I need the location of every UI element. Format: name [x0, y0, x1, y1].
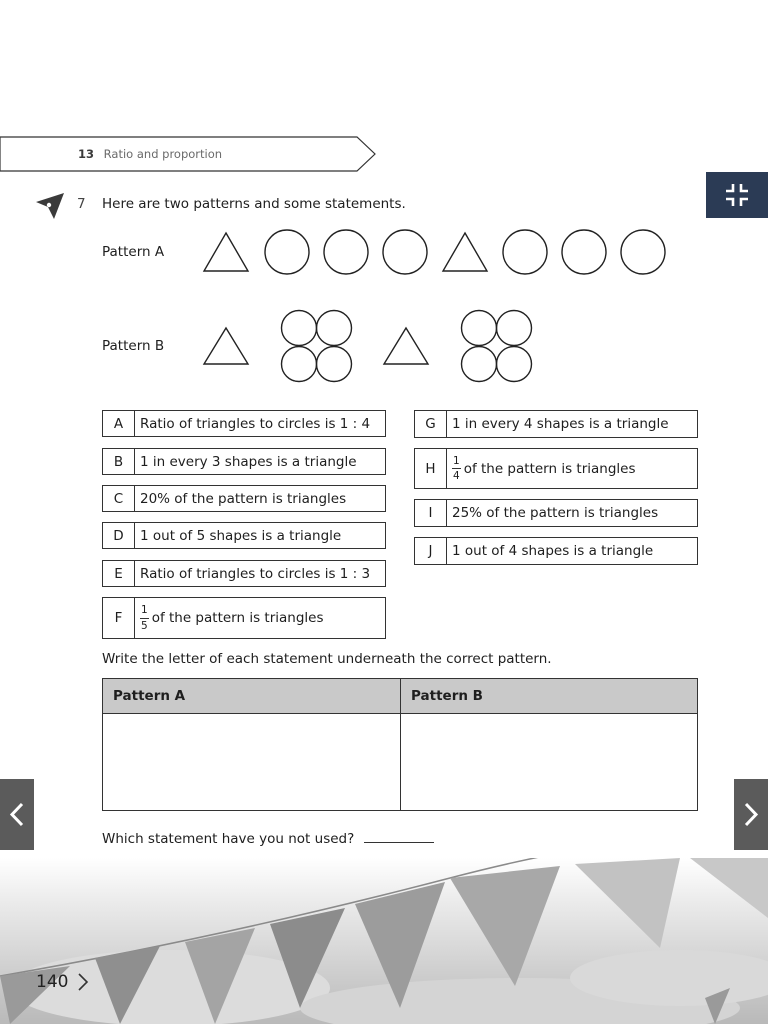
circle-shape — [621, 230, 665, 274]
answer-blank-line[interactable] — [364, 842, 434, 843]
fraction — [452, 456, 461, 482]
circle-shape — [462, 311, 497, 346]
statement-text: 1 out of 4 shapes is a triangle — [452, 543, 654, 559]
statement-b — [102, 448, 386, 475]
exit-fullscreen-icon — [724, 182, 750, 208]
previous-page-button[interactable] — [0, 779, 34, 850]
chapter-banner — [0, 136, 380, 172]
circle-shape — [265, 230, 309, 274]
statement-text: of the pattern is triangles — [463, 460, 636, 477]
fraction-numerator: 1 — [140, 605, 149, 619]
statement-letter: I — [415, 500, 447, 526]
fraction-denominator: 4 — [453, 470, 460, 482]
statement-d — [102, 522, 386, 549]
triangle-shape — [204, 328, 248, 364]
statement-letter: F — [103, 598, 135, 638]
unused-statement-question: Which statement have you not used? — [102, 831, 355, 847]
pattern-b-shapes — [200, 308, 540, 388]
circle-shape — [282, 347, 317, 382]
chevron-left-icon — [9, 802, 25, 827]
statement-text: Ratio of triangles to circles is 1 : 4 — [140, 415, 371, 432]
circle-shape — [497, 311, 532, 346]
triangle-shape — [204, 233, 248, 271]
statement-letter: C — [103, 486, 135, 511]
pattern-b-label: Pattern B — [102, 338, 165, 354]
statement-letter: D — [103, 523, 135, 548]
circle-shape — [317, 347, 352, 382]
statement-c — [102, 485, 386, 512]
pen-nib-icon — [34, 191, 66, 225]
chevron-right-icon — [743, 802, 759, 827]
statement-letter: E — [103, 561, 135, 586]
fraction-denominator: 5 — [141, 619, 148, 632]
statement-letter: B — [103, 449, 135, 474]
question-number: 7 — [77, 196, 86, 212]
answer-cell-pattern-b[interactable] — [402, 714, 697, 810]
statement-j — [414, 537, 698, 565]
statement-g — [414, 410, 698, 438]
chevron-right-icon[interactable] — [76, 972, 90, 996]
statement-e — [102, 560, 386, 587]
answer-header-pattern-a: Pattern A — [113, 688, 186, 704]
statement-letter: A — [103, 411, 135, 436]
triangle-shape — [443, 233, 487, 271]
statement-h — [414, 448, 698, 489]
circle-shape — [497, 347, 532, 382]
answer-header-pattern-b: Pattern B — [411, 688, 483, 704]
bunting-background-image — [0, 858, 768, 1024]
statement-text: of the pattern is triangles — [151, 610, 324, 626]
pattern-a-shapes — [200, 228, 670, 282]
exit-fullscreen-button[interactable] — [706, 172, 768, 218]
answer-table — [102, 678, 698, 811]
question-text: Here are two patterns and some statements. — [102, 196, 406, 212]
answer-cell-pattern-a[interactable] — [103, 714, 400, 810]
statement-text: 25% of the pattern is triangles — [452, 505, 659, 521]
statement-text: 1 in every 3 shapes is a triangle — [140, 453, 357, 470]
instruction-text: Write the letter of each statement underneath the correct pattern. — [102, 651, 552, 667]
circle-shape — [282, 311, 317, 346]
next-page-button[interactable] — [734, 779, 768, 850]
statement-text: 1 out of 5 shapes is a triangle — [140, 527, 342, 544]
statement-text: Ratio of triangles to circles is 1 : 3 — [140, 565, 371, 582]
circle-shape — [562, 230, 606, 274]
page-number: 140 — [36, 972, 69, 992]
statement-letter: J — [415, 538, 447, 564]
fraction-numerator: 1 — [452, 456, 461, 470]
fraction — [140, 605, 149, 631]
statement-f — [102, 597, 386, 639]
chapter-title: Ratio and proportion — [103, 147, 223, 161]
statement-letter: G — [415, 411, 447, 437]
chapter-number: 13 — [78, 147, 95, 161]
circle-shape — [503, 230, 547, 274]
circle-shape — [317, 311, 352, 346]
pattern-a-label: Pattern A — [102, 244, 165, 260]
statement-letter: H — [415, 449, 447, 488]
triangle-shape — [384, 328, 428, 364]
circle-shape — [462, 347, 497, 382]
statement-text: 1 in every 4 shapes is a triangle — [452, 416, 669, 432]
statement-a — [102, 410, 386, 437]
circle-shape — [383, 230, 427, 274]
statement-i — [414, 499, 698, 527]
circle-shape — [324, 230, 368, 274]
statement-text: 20% of the pattern is triangles — [140, 490, 347, 507]
